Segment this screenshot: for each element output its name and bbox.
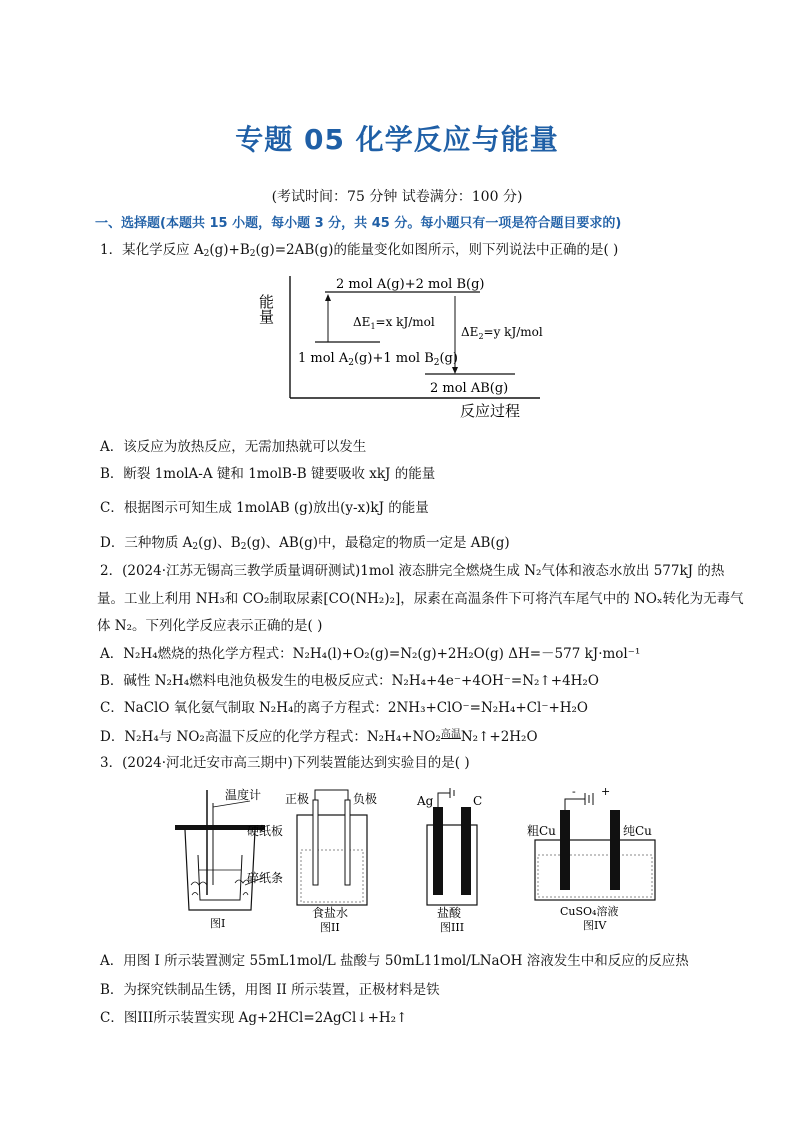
q1-option-d[interactable]: D．三种物质 $A_2(g)$、$B_2(g)$、AB(g)中，最稳定的物质一定是 AB(g): [100, 535, 510, 552]
fig4-plus-label: +: [601, 785, 611, 798]
fig3-cell: [416, 788, 482, 934]
q3-apparatus-figures: [165, 785, 665, 935]
fig4-electrolysis: [527, 785, 655, 932]
fig4-liquid-label: CuSO₄溶液: [560, 905, 619, 918]
q2-stem-line2: 量。工业上利用 NH₃和 CO₂制取尿素[CO(NH₂)₂]，尿素在高温条件下可将汽车尾气中的 NOₓ转化为无毒气: [97, 591, 744, 607]
fig2-cell: [285, 790, 377, 934]
reaction-condition: 高温: [440, 729, 461, 740]
fig3-liquid-label: 盐酸: [437, 906, 462, 920]
fig2-positive-label: 正极: [285, 792, 310, 806]
fig1-calorimeter: [175, 787, 283, 930]
q3-option-c[interactable]: C．图III所示装置实现 Ag+2HCl=2AgCl↓+H₂↑: [100, 1010, 408, 1026]
page-title: 专题 05 化学反应与能量: [235, 123, 559, 156]
fig3-left-label: Ag: [417, 794, 434, 808]
q2-option-b[interactable]: B．碱性 N₂H₄燃料电池负极发生的电极反应式：N₂H₄+4e⁻+4OH⁻=N₂↑+4H₂O: [100, 673, 599, 689]
q1-option-a[interactable]: A．该反应为放热反应，无需加热就可以发生: [100, 439, 367, 455]
fig4-right-label: 纯Cu: [623, 824, 652, 838]
fig3-right-label: C: [473, 794, 483, 808]
fig1-thermometer-label: 温度计: [225, 788, 262, 802]
mid-level-label: 1 mol $A_2(g)+1$ mol $B_2(g)$: [298, 351, 458, 368]
fig1-cardboard-label: 硬纸板: [247, 824, 284, 838]
fig2-caption: 图II: [320, 921, 340, 934]
q2-option-d[interactable]: D．N₂H₄与 NO₂高温下反应的化学方程式：N₂H₄+NO₂$^{高温}$N₂↑+2H₂O: [100, 729, 538, 745]
fig1-caption: 图I: [210, 917, 226, 930]
fig4-caption: 图IV: [583, 919, 607, 932]
fig3-caption: 图III: [440, 921, 465, 934]
q1-energy-diagram: [257, 268, 560, 423]
fig2-liquid-label: 食盐水: [312, 906, 349, 920]
q2-stem-line3: 体 N₂。下列化学反应表示正确的是( ): [97, 618, 323, 634]
top-level-label: 2 mol A(g)+2 mol B(g): [336, 277, 485, 292]
q2-option-c[interactable]: C．NaClO 氧化氨气制取 N₂H₄的离子方程式：2NH₃+ClO⁻=N₂H₄+Cl⁻+H₂O: [100, 700, 589, 716]
q1-option-c[interactable]: C．根据图示可知生成 1molAB (g)放出(y-x)kJ 的能量: [100, 500, 429, 516]
q1-stem: 1．某化学反应 $A_2(g)+B_2(g)=2AB(g)$的能量变化如图所示，则下列说法中正确的是( ): [100, 242, 619, 259]
bottom-level-label: 2 mol AB(g): [430, 381, 509, 396]
q1-option-b[interactable]: B．断裂 1molA-A 键和 1molB-B 键要吸收 xkJ 的能量: [100, 466, 436, 482]
exam-info: (考试时间：75 分钟 试卷满分：100 分): [271, 189, 523, 205]
section-heading: 一、选择题(本题共 15 小题，每小题 3 分，共 45 分。每小题只有一项是符合题目要求的): [95, 216, 622, 231]
y-axis-label: 能量: [257, 294, 275, 324]
delta-e1-label: $\Delta E_1=x$ kJ/mol: [353, 315, 435, 331]
fig2-negative-label: 负极: [353, 792, 378, 806]
q3-option-a[interactable]: A．用图 I 所示装置测定 55mL1mol/L 盐酸与 50mL11mol/LNaOH 溶液发生中和反应的反应热: [100, 953, 689, 969]
q3-stem: 3．(2024·河北迁安市高三期中)下列装置能达到实验目的是( ): [100, 755, 470, 771]
fig4-minus-label: -: [572, 785, 576, 798]
q3-option-b[interactable]: B．为探究铁制品生锈，用图 II 所示装置，正极材料是铁: [100, 982, 440, 998]
q2-option-a[interactable]: A．N₂H₄燃烧的热化学方程式：N₂H₄(l)+O₂(g)=N₂(g)+2H₂O(g) ΔH=－577 kJ·mol⁻¹: [100, 646, 641, 662]
delta-e2-label: $\Delta E_2=y$ kJ/mol: [461, 325, 543, 341]
x-axis-label: 反应过程: [460, 402, 521, 420]
fig4-left-label: 粗Cu: [527, 824, 556, 838]
fig1-paper-label: 碎纸条: [247, 871, 284, 885]
q2-stem-line1: 2．(2024·江苏无锡高三教学质量调研测试)1mol 液态肼完全燃烧生成 N₂气体和液态水放出 577kJ 的热: [100, 563, 725, 579]
